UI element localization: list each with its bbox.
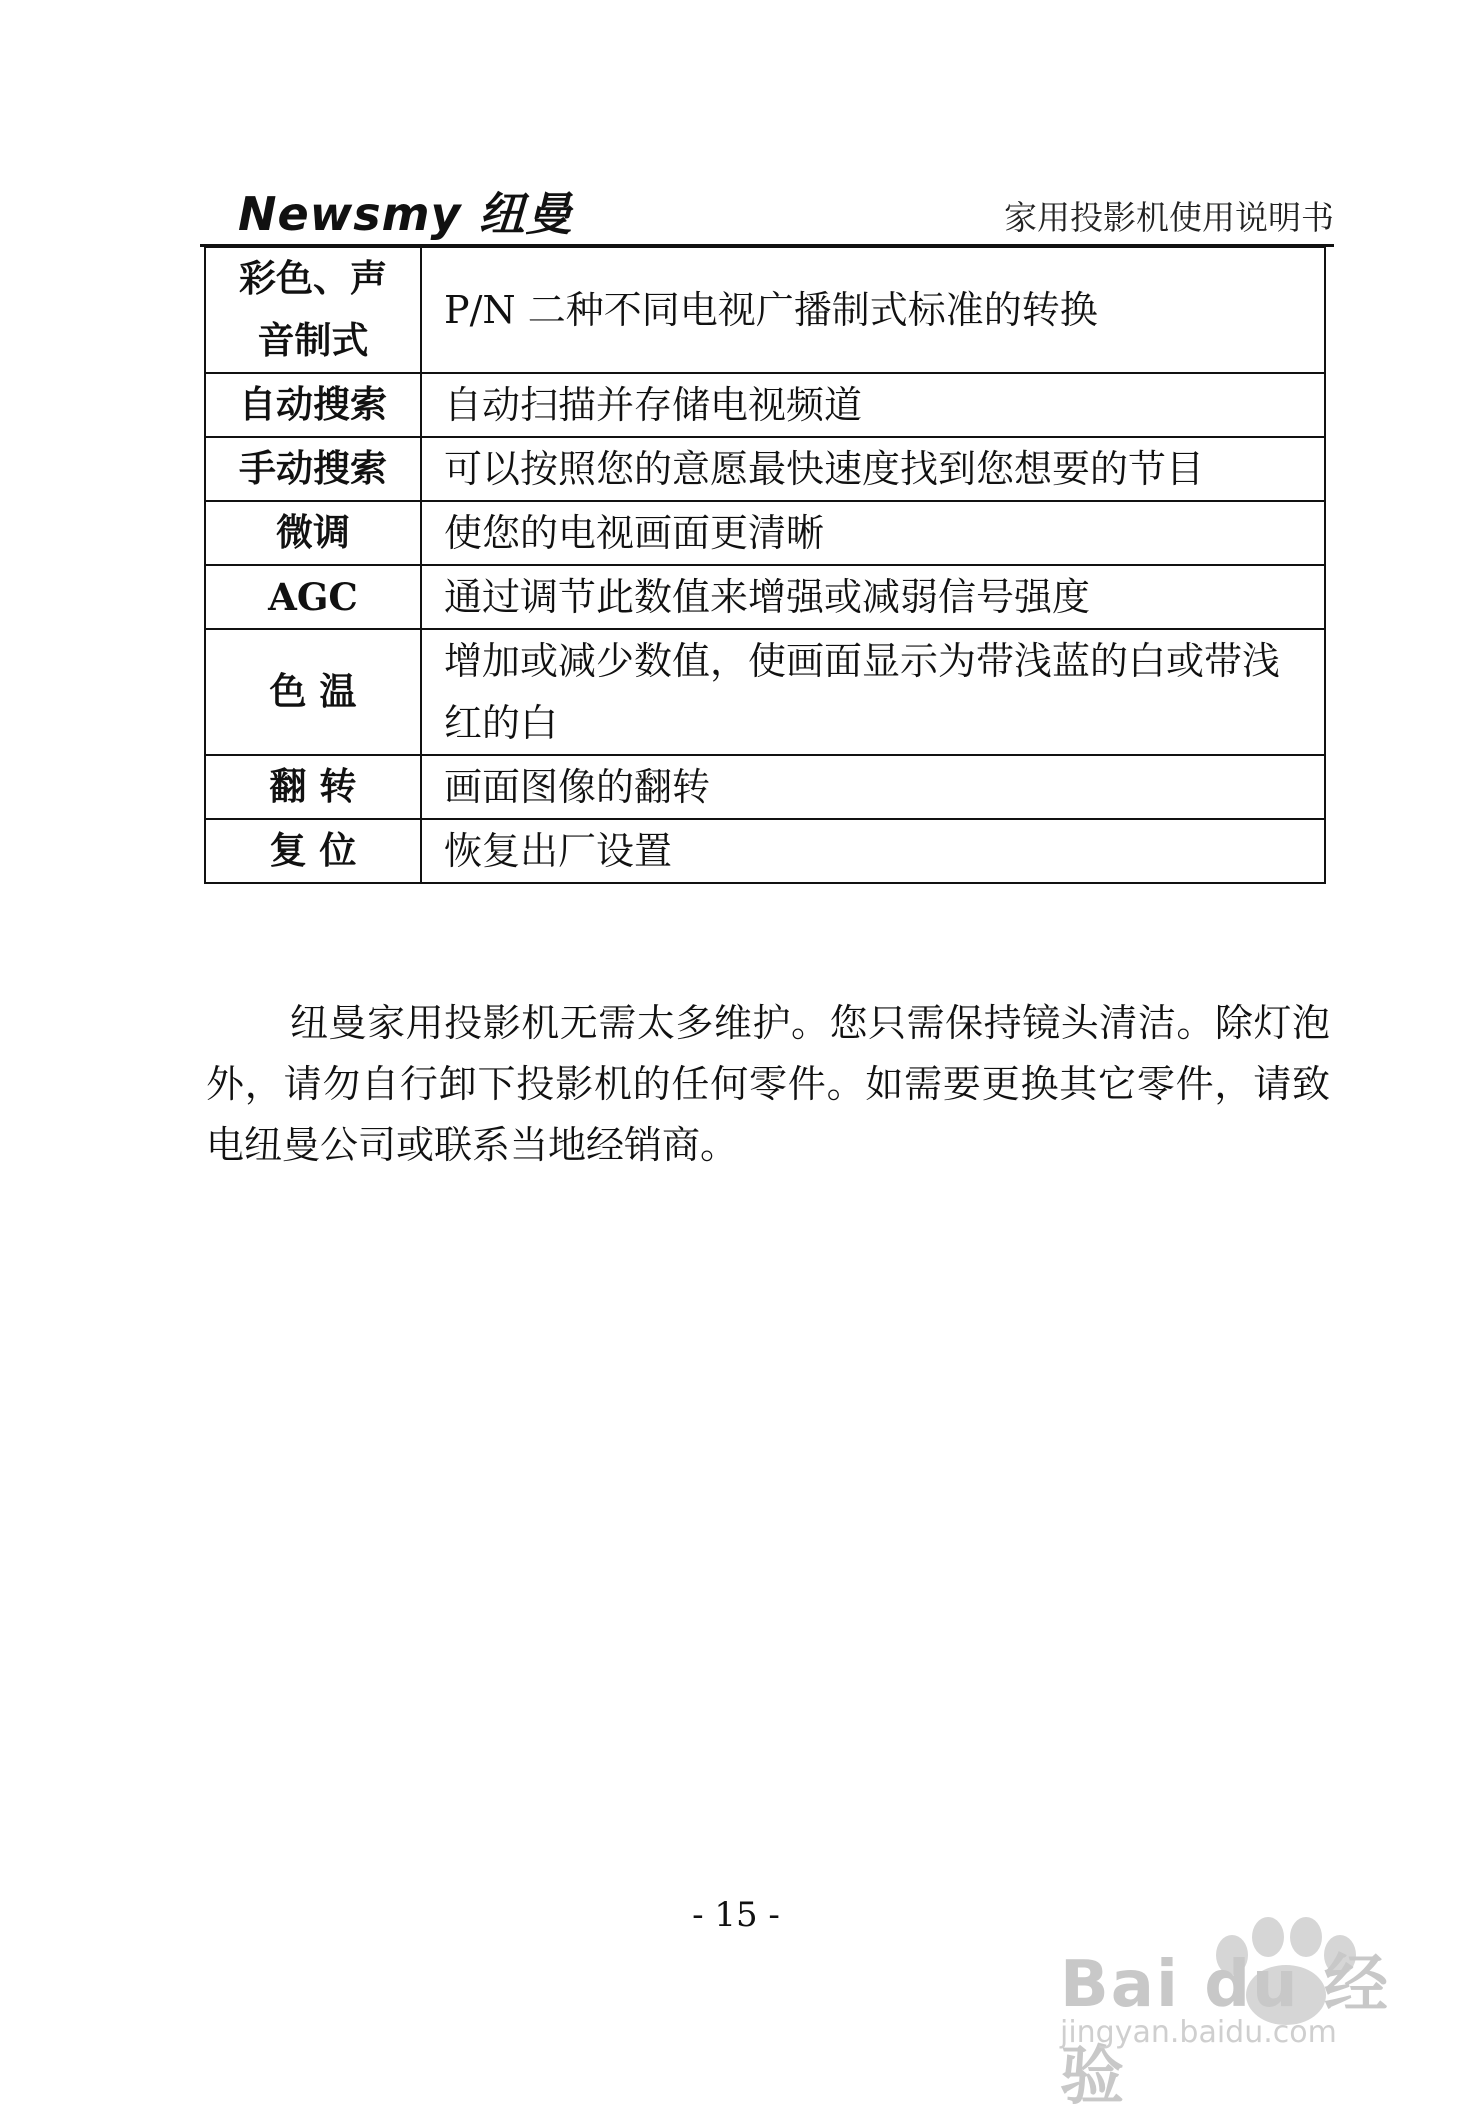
setting-description: P/N 二种不同电视广播制式标准的转换	[421, 247, 1325, 373]
table-row	[205, 629, 1325, 755]
setting-description: 自动扫描并存储电视频道	[421, 373, 1325, 437]
newsmy-logo: Newsmy 纽曼	[238, 187, 573, 241]
setting-name	[205, 247, 421, 373]
setting-name: 微调	[205, 501, 421, 565]
watermark-url: jingyan.baidu.com	[1060, 2015, 1337, 2050]
table-row	[205, 373, 1325, 437]
setting-description: 使您的电视画面更清晰	[421, 501, 1325, 565]
table-row	[205, 501, 1325, 565]
baidu-watermark	[1040, 1875, 1440, 2114]
page-header	[200, 170, 1334, 247]
table-row	[205, 247, 1325, 373]
setting-description: 可以按照您的意愿最快速度找到您想要的节目	[421, 437, 1325, 501]
setting-name: 复 位	[205, 819, 421, 883]
table-row	[205, 819, 1325, 883]
table-row	[205, 437, 1325, 501]
setting-name: 手动搜索	[205, 437, 421, 501]
setting-description: 画面图像的翻转	[421, 755, 1325, 819]
setting-name: 色 温	[205, 629, 421, 755]
setting-description: 通过调节此数值来增强或减弱信号强度	[421, 565, 1325, 629]
setting-name: 翻 转	[205, 755, 421, 819]
setting-name: AGC	[205, 565, 421, 629]
settings-table	[204, 246, 1326, 884]
document-title: 家用投影机使用说明书	[1004, 198, 1334, 237]
setting-name-text: 彩色、声 音制式	[239, 257, 387, 362]
table-row	[205, 565, 1325, 629]
page-number: - 15 -	[692, 1895, 780, 1935]
setting-description: 恢复出厂设置	[421, 819, 1325, 883]
setting-description: 增加或减少数值，使画面显示为带浅蓝的白或带浅红的白	[421, 629, 1325, 755]
watermark-brand: Bai du 经验	[1060, 1948, 1390, 2114]
setting-name: 自动搜索	[205, 373, 421, 437]
table-row	[205, 755, 1325, 819]
maintenance-paragraph: 纽曼家用投影机无需太多维护。您只需保持镜头清洁。除灯泡外，请勿自行卸下投影机的任何零件。如需要更换其它零件，请致电纽曼公司或联系当地经销商。	[206, 1001, 1330, 1167]
